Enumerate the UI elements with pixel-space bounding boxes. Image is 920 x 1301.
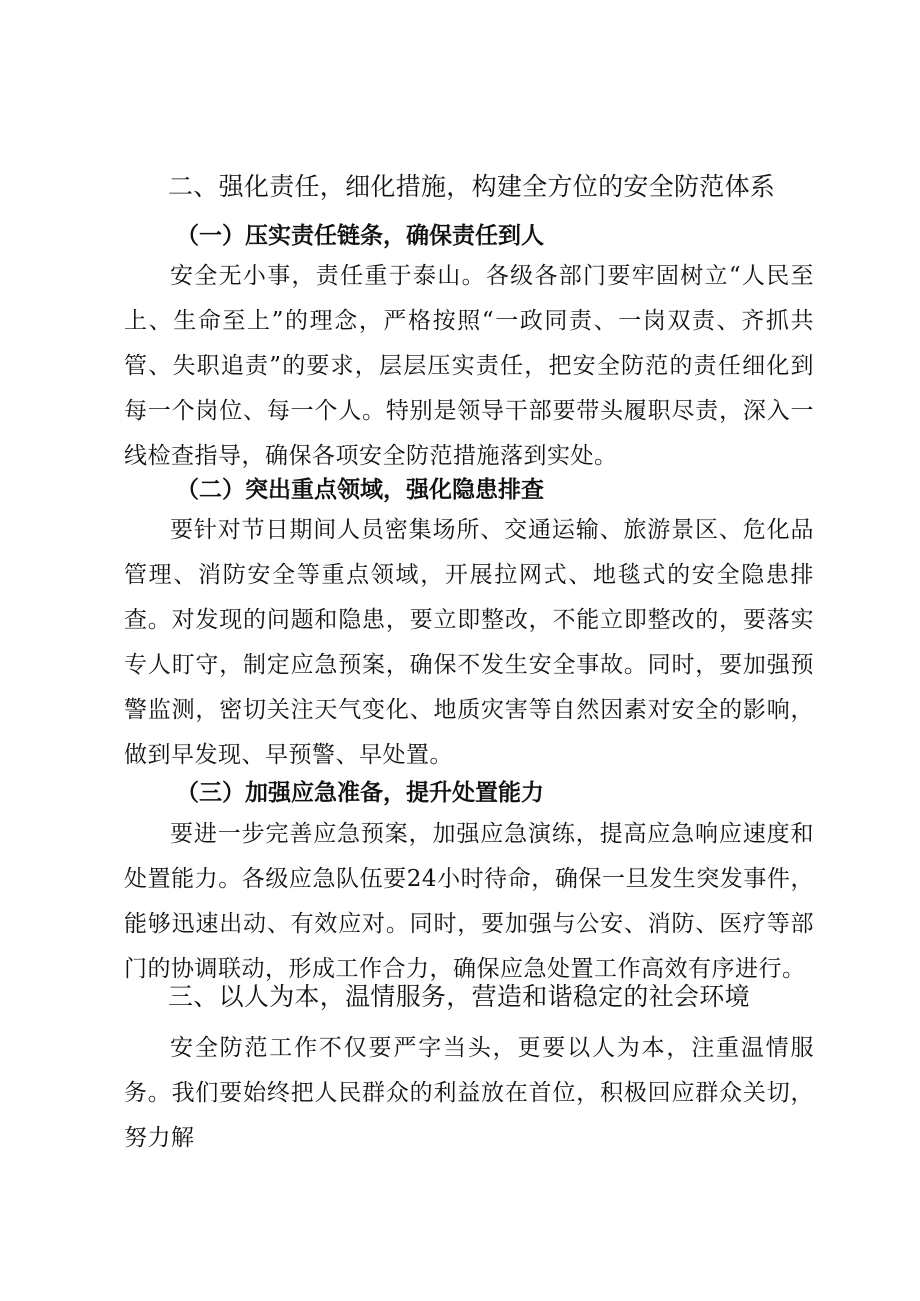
subsection-2-paragraph: 要针对节日期间人员密集场所、交通运输、旅游景区、危化品管理、消防安全等重点领域，开展拉网式、地毯式的安全隐患排查。对发现的问题和隐患，要立即整改，不能立即整改的，要落实专人盯守，制定应急预案，确保不发生安全事故。同时，要加强预警监测，密切关注天气变化、地质灾害等自然因素对安全的影响，做到早发现、早预警、早处置。 xyxy=(124,517,814,768)
subsection-3-paragraph: 要进一步完善应急预案，加强应急演练，提高应急响应速度和处置能力。各级应急队伍要24小时待命，确保一旦发生突发事件，能够迅速出动、有效应对。同时，要加强与公安、消防、医疗等部门的协调联动，形成工作合力，确保应急处置工作高效有序进行。 xyxy=(124,821,814,982)
subsection-1-paragraph: 安全无小事，责任重于泰山。各级各部门要牢固树立“人民至上、生命至上”的理念，严格按照“一政同责、一岗双责、齐抓共管、失职追责”的要求，层层压实责任，把安全防范的责任细化到每一个岗位、每一个人。特别是领导干部要带头履职尽责，深入一线检查指导，确保各项安全防范措施落到实处。 xyxy=(124,263,814,469)
subsection-1-heading: （一）压实责任链条，确保责任到人 xyxy=(176,223,544,249)
section-two-heading: 二、强化责任，细化措施，构建全方位的安全防范体系 xyxy=(168,172,776,201)
subsection-2-heading: （二）突出重点领域，强化隐患排查 xyxy=(176,477,544,503)
subsection-3-heading: （三）加强应急准备，提升处置能力 xyxy=(176,780,544,806)
section-three-paragraph: 安全防范工作不仅要严字当头，更要以人为本，注重温情服务。我们要始终把人民群众的利益放在首位，积极回应群众关切，努力解 xyxy=(124,1035,814,1151)
section-three-heading: 三、以人为本，温情服务，营造和谐稳定的社会环境 xyxy=(168,982,750,1011)
